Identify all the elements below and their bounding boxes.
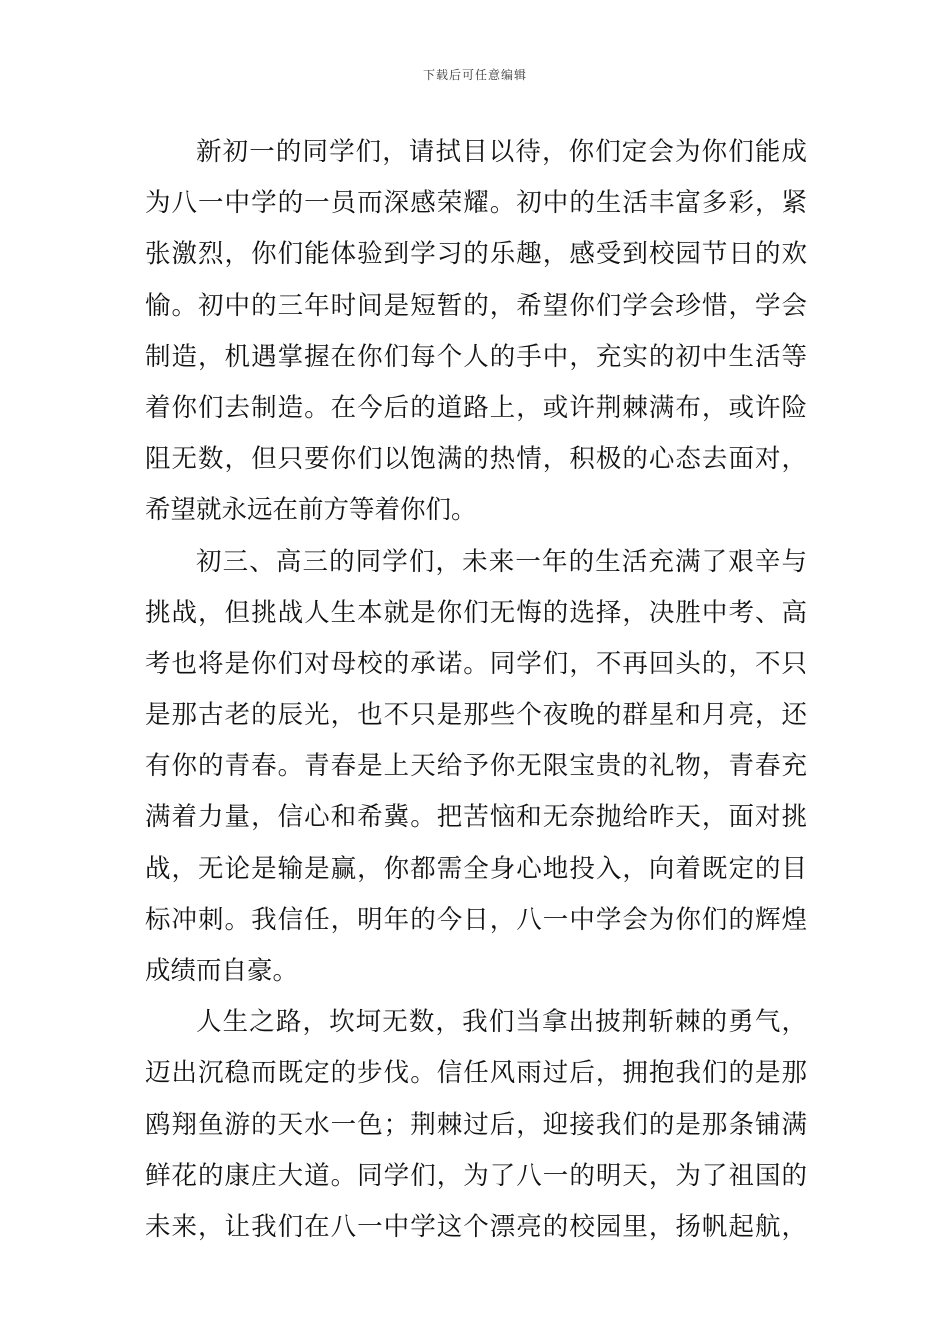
paragraph-2 [145, 537, 807, 998]
text-line: 满着力量，信心和希冀。把苦恼和无奈抛给昨天，面对挑 [145, 802, 807, 833]
text-line: 迈出沉稳而既定的步伐。信任风雨过后，拥抱我们的是那 [145, 1058, 807, 1089]
text-line: 有你的青春。青春是上天给予你无限宝贵的礼物，青春充 [145, 751, 807, 782]
text-line: 着你们去制造。在今后的道路上，或许荆棘满布，或许险 [145, 392, 807, 423]
paragraph-3 [145, 997, 807, 1253]
text-line: 人生之路，坎坷无数，我们当拿出披荆斩棘的勇气， [196, 1007, 807, 1038]
paragraph-1 [145, 127, 807, 537]
text-line: 考也将是你们对母校的承诺。同学们，不再回头的，不只 [145, 648, 807, 679]
text-line: 制造，机遇掌握在你们每个人的手中，充实的初中生活等 [145, 341, 807, 372]
text-line: 战，无论是输是赢，你都需全身心地投入，向着既定的目 [145, 853, 807, 884]
text-line: 愉。初中的三年时间是短暂的，希望你们学会珍惜，学会 [145, 290, 807, 321]
text-line: 鸥翔鱼游的天水一色；荆棘过后，迎接我们的是那条铺满 [145, 1109, 807, 1140]
text-line: 是那古老的辰光，也不只是那些个夜晚的群星和月亮，还 [145, 700, 807, 731]
text-line: 鲜花的康庄大道。同学们，为了八一的明天，为了祖国的 [145, 1160, 807, 1191]
text-line: 未来，让我们在八一中学这个漂亮的校园里，扬帆起航， [145, 1211, 807, 1242]
header-note: 下载后可任意编辑 [422, 68, 527, 82]
text-line: 新初一的同学们，请拭目以待，你们定会为你们能成 [196, 137, 807, 167]
text-line: 挑战，但挑战人生本就是你们无悔的选择，决胜中考、高 [145, 597, 807, 628]
body-text [145, 127, 807, 1253]
text-line: 阻无数，但只要你们以饱满的热情，积极的心态去面对， [145, 444, 807, 475]
text-line: 成绩而自豪。 [145, 956, 299, 986]
text-line: 初三、高三的同学们，未来一年的生活充满了艰辛与 [196, 546, 807, 577]
text-line: 标冲刺。我信任，明年的今日，八一中学会为你们的辉煌 [145, 904, 807, 935]
text-line: 为八一中学的一员而深感荣耀。初中的生活丰富多彩，紧 [145, 188, 807, 219]
text-line: 希望就永远在前方等着你们。 [145, 495, 477, 526]
text-line: 张激烈，你们能体验到学习的乐趣，感受到校园节日的欢 [145, 239, 807, 270]
